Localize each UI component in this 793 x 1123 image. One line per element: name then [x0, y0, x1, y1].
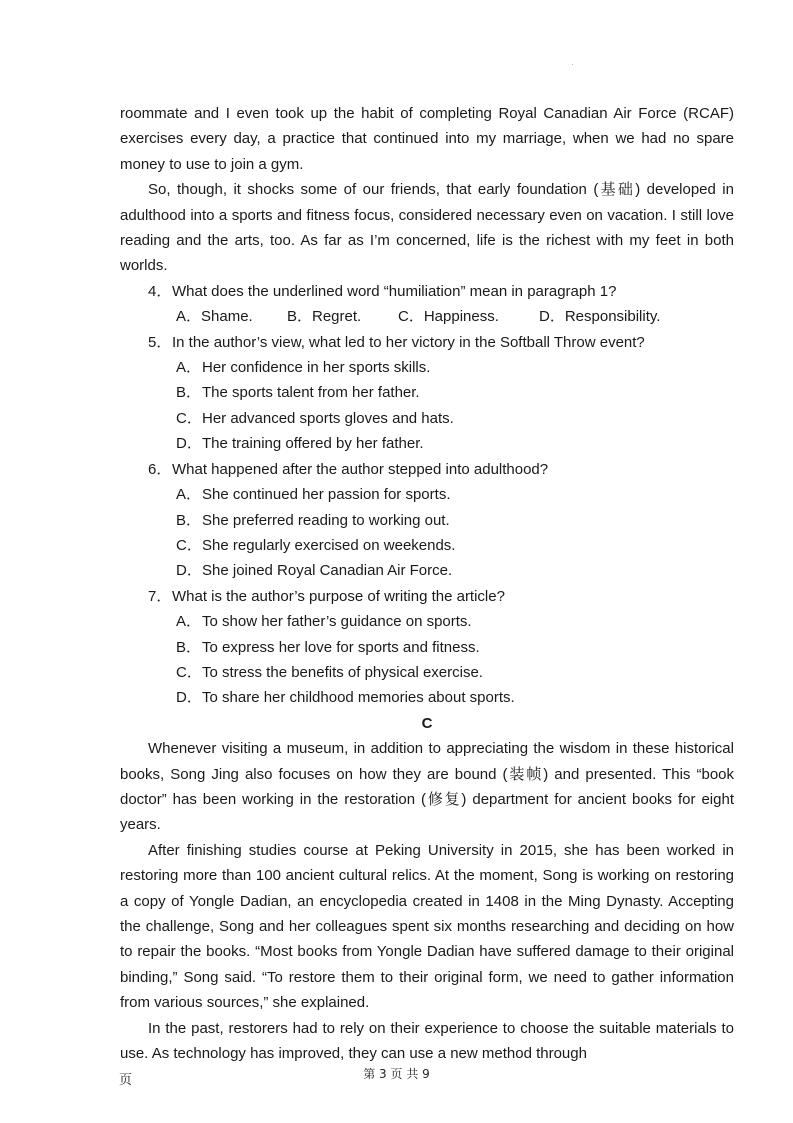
question-number: 6．	[148, 460, 172, 478]
option-text: To stress the benefits of physical exercise.	[202, 663, 483, 681]
option-text: To express her love for sports and fitness.	[202, 638, 480, 656]
option-text: To share her childhood memories about sports.	[202, 689, 515, 707]
option-text: The sports talent from her father.	[202, 384, 420, 402]
question-number: 4．	[148, 282, 172, 300]
option-text: She joined Royal Canadian Air Force.	[202, 562, 453, 580]
question-6	[120, 457, 734, 584]
option-c[interactable]	[176, 660, 734, 685]
option-text: Her advanced sports gloves and hats.	[202, 409, 454, 427]
question-text: What is the author’s purpose of writing the article?	[172, 587, 505, 605]
document-page	[120, 101, 734, 1066]
option-letter: C．	[176, 663, 202, 681]
question-number: 5．	[148, 333, 172, 351]
footer-page-number: 第 3 页 共 9	[363, 1067, 430, 1081]
question-5	[120, 330, 734, 457]
option-text: She preferred reading to working out.	[202, 511, 450, 529]
option-text: Her confidence in her sports skills.	[202, 359, 431, 377]
question-text: In the author’s view, what led to her victory in the Softball Throw event?	[172, 333, 645, 351]
question-7	[120, 584, 734, 711]
passage-b-paragraph-2: So, though, it shocks some of our friends, that early foundation (基础) developed in adulthood into a sports and fitness focus, considered necessary even on vacation. I still love reading and the arts, too. As far as I’m concerned, life is the richest with my feet in both worlds.	[120, 181, 734, 275]
option-letter: B．	[176, 638, 202, 656]
option-letter: B．	[176, 384, 202, 402]
option-text: She regularly exercised on weekends.	[202, 536, 456, 554]
option-a[interactable]	[176, 609, 734, 634]
options-row	[176, 304, 734, 329]
option-d[interactable]: D．Responsibility.	[539, 308, 661, 326]
passage-c-paragraph-2: After finishing studies course at Peking University in 2015, she has been worked in restoring more than 100 ancient cultural relics. At the moment, Song is working on restoring a copy of Yongle Dadian, an encyclopedia created in 1408 in the Ming Dynasty. Accepting the challenge, Song and her colleagues spent six months researching and deciding on how to repair the books. “Most books from Yongle Dadian have suffered damage to their original binding,” Song said. “To restore them to their original form, we need to gather information from various sources,” she explained.	[120, 841, 734, 1012]
option-letter: A．	[176, 613, 202, 631]
option-letter: C．	[176, 536, 202, 554]
option-a[interactable]: A．Shame.	[176, 308, 253, 326]
option-letter: B．	[176, 511, 202, 529]
option-c[interactable]	[176, 533, 734, 558]
option-letter: D．	[176, 562, 202, 580]
passage-c-paragraph-3: In the past, restorers had to rely on their experience to choose the suitable materials to use. As technology has improved, they can use a new method through	[120, 1019, 734, 1063]
option-d[interactable]	[176, 685, 734, 710]
option-c[interactable]	[176, 406, 734, 431]
question-number: 7．	[148, 587, 172, 605]
option-b[interactable]	[176, 635, 734, 660]
option-letter: A．	[176, 486, 202, 504]
option-text: To show her father’s guidance on sports.	[202, 613, 472, 631]
passage-c-title: C	[421, 714, 433, 732]
option-text: She continued her passion for sports.	[202, 486, 451, 504]
option-b[interactable]	[176, 380, 734, 405]
option-letter: C．	[176, 409, 202, 427]
option-letter: D．	[176, 435, 202, 453]
passage-c-paragraph-1: Whenever visiting a museum, in addition to appreciating the wisdom in these historical books, Song Jing also focuses on how they are bound (装帧) and presented. This “book doctor” has been working in the restoration (修复) department for ancient books for eight years.	[120, 740, 734, 834]
option-letter: A．	[176, 359, 202, 377]
option-a[interactable]	[176, 355, 734, 380]
question-text: What does the underlined word “humiliation” mean in paragraph 1?	[172, 282, 617, 300]
passage-b-paragraph-1: roommate and I even took up the habit of completing Royal Canadian Air Force (RCAF) exercises every day, a practice that continued into my marriage, when we had no spare money to use to join a gym.	[120, 105, 734, 173]
option-c[interactable]: C．Happiness.	[398, 308, 499, 326]
scan-speck	[572, 64, 573, 65]
option-b[interactable]	[176, 508, 734, 533]
question-4	[120, 279, 734, 330]
question-text: What happened after the author stepped into adulthood?	[172, 460, 549, 478]
option-d[interactable]	[176, 558, 734, 583]
option-b[interactable]: B．Regret.	[287, 308, 362, 326]
option-letter: D．	[176, 689, 202, 707]
footer-page-label: 页	[119, 1073, 133, 1088]
option-a[interactable]	[176, 482, 734, 507]
option-d[interactable]	[176, 431, 734, 456]
option-text: The training offered by her father.	[202, 435, 424, 453]
